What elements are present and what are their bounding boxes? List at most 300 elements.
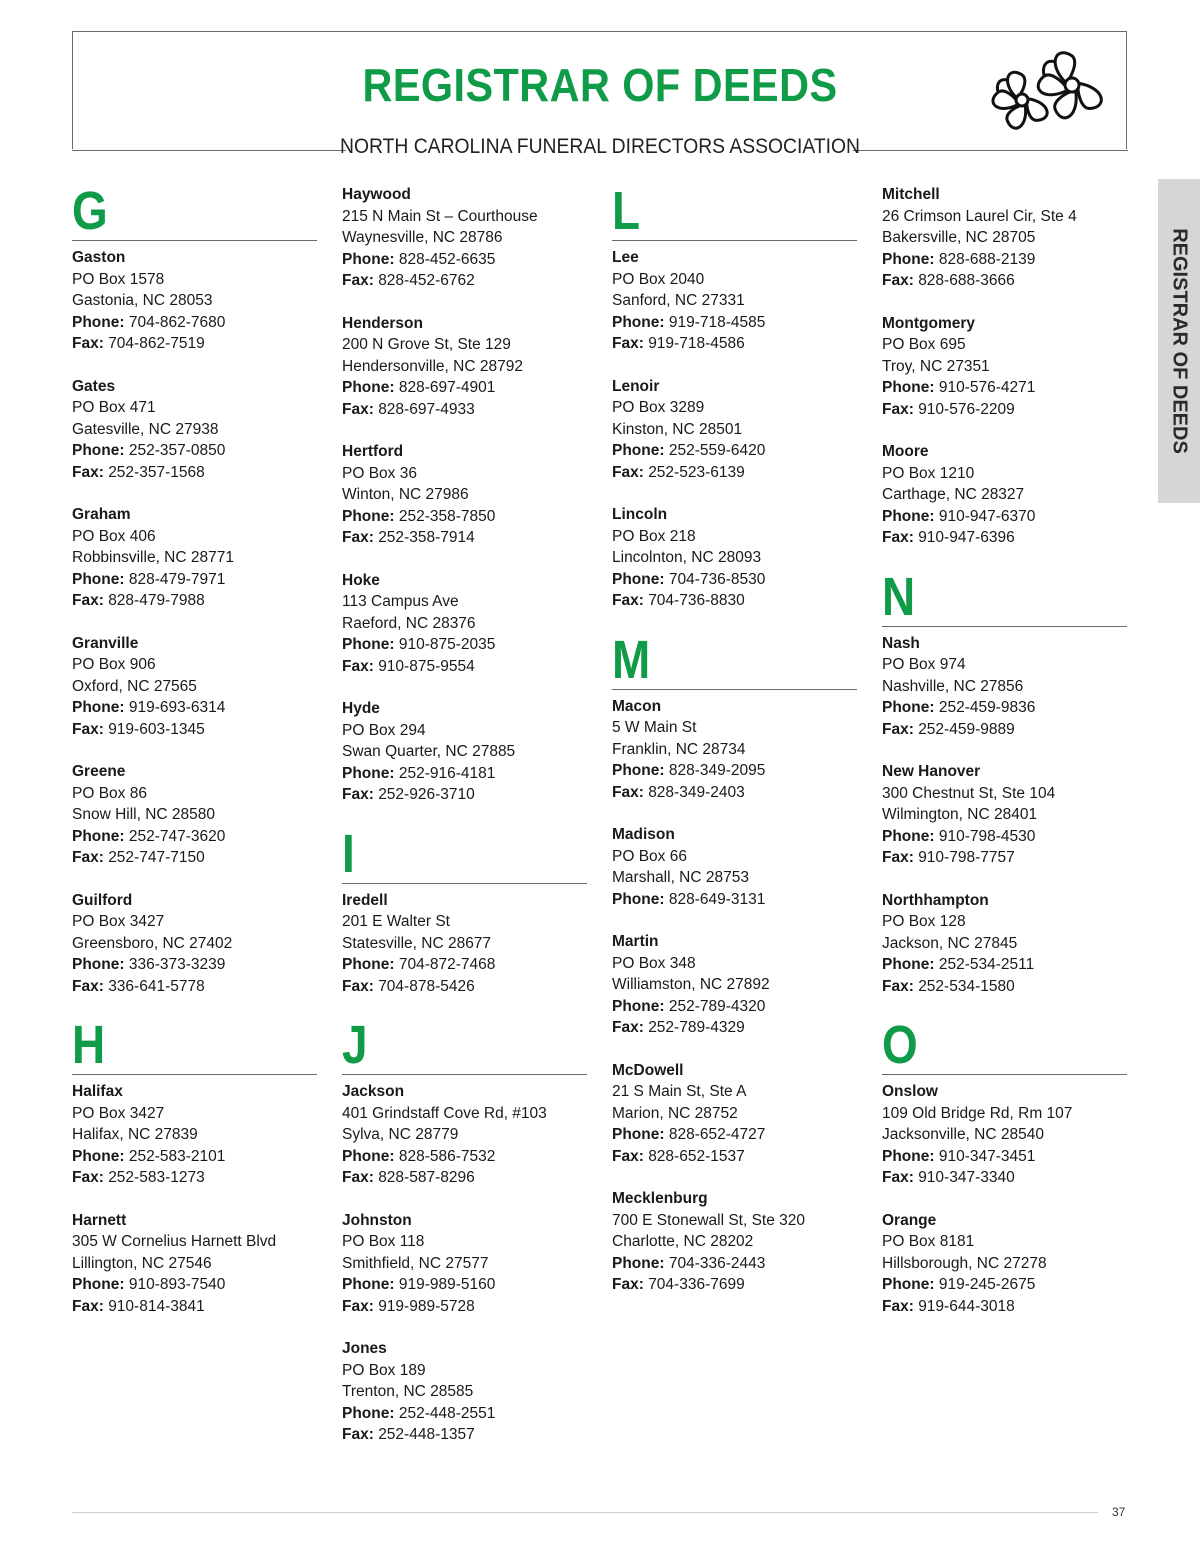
fax-number: 704-878-5426 (378, 977, 475, 995)
fax-number: 252-358-7914 (378, 529, 475, 546)
phone-line (612, 440, 857, 462)
county-entry (72, 890, 317, 998)
phone-label: Phone: (612, 890, 665, 908)
fax-label: Fax: (72, 463, 104, 481)
county-name: Graham (72, 506, 131, 523)
phone-number: 252-357-0850 (128, 442, 226, 459)
fax-number: 919-989-5728 (378, 1297, 475, 1315)
phone-line (882, 506, 1127, 528)
phone-number: 828-349-2095 (668, 762, 766, 779)
county-name: Lincoln (612, 506, 668, 523)
address-line: Raeford, NC 28376 (342, 614, 476, 632)
fax-number: 252-926-3710 (378, 786, 475, 803)
county-name: Henderson (342, 314, 423, 332)
fax-label: Fax: (612, 335, 644, 352)
fax-line (612, 333, 857, 355)
phone-label: Phone: (72, 442, 125, 459)
fax-number: 910-875-9554 (378, 657, 475, 675)
page-subtitle: NORTH CAROLINA FUNERAL DIRECTORS ASSOCIATION (340, 135, 860, 158)
county-entry (882, 633, 1127, 741)
county-entry (882, 441, 1127, 549)
county-entry (342, 1081, 587, 1189)
fax-line (882, 1167, 1127, 1189)
address-line: Halifax, NC 27839 (72, 1126, 198, 1143)
address-line: Waynesville, NC 28786 (342, 229, 503, 246)
phone-number: 910-893-7540 (128, 1276, 226, 1293)
fax-line (342, 399, 587, 421)
fax-line (882, 399, 1127, 421)
section-letter: H (72, 1015, 106, 1075)
fax-label: Fax: (342, 1297, 374, 1315)
address-line: Gastonia, NC 28053 (72, 292, 213, 309)
county-name: New Hanover (882, 763, 981, 780)
address-line: Marion, NC 28752 (612, 1104, 738, 1122)
fax-line (342, 527, 587, 549)
address-line: 201 E Walter St (342, 913, 450, 930)
fax-label: Fax: (612, 592, 644, 609)
county-name: Macon (612, 697, 662, 715)
fax-line (72, 1296, 317, 1318)
fax-line (882, 1296, 1127, 1318)
fax-label: Fax: (612, 1019, 644, 1036)
fax-label: Fax: (72, 977, 104, 995)
county-name: Onslow (882, 1083, 938, 1100)
fax-number: 828-479-7988 (108, 592, 205, 609)
county-entry (342, 1210, 587, 1318)
phone-line (612, 312, 857, 334)
phone-label: Phone: (882, 699, 935, 716)
letter-section (612, 181, 857, 612)
county-name: Martin (612, 933, 659, 950)
county-name: Nash (882, 634, 920, 652)
fax-line (342, 976, 587, 998)
phone-number: 704-872-7468 (398, 956, 496, 973)
fax-label: Fax: (342, 1426, 374, 1443)
fax-number: 828-652-1537 (648, 1147, 745, 1165)
fax-label: Fax: (72, 1297, 104, 1315)
phone-line (72, 826, 317, 848)
address-line: PO Box 906 (72, 656, 156, 673)
fax-line (342, 1424, 587, 1446)
phone-number: 919-245-2675 (938, 1276, 1036, 1293)
address-line: Snow Hill, NC 28580 (72, 806, 216, 823)
county-entry (882, 761, 1127, 869)
fax-line (342, 270, 587, 292)
address-line: 26 Crimson Laurel Cir, Ste 4 (882, 207, 1077, 225)
address-line: 200 N Grove St, Ste 129 (342, 336, 511, 353)
address-line: PO Box 695 (882, 336, 966, 353)
fax-line (882, 527, 1127, 549)
fax-label: Fax: (882, 1297, 914, 1315)
phone-number: 252-448-2551 (398, 1404, 496, 1422)
address-line: Oxford, NC 27565 (72, 677, 197, 695)
address-line: PO Box 974 (882, 656, 966, 673)
county-name: Iredell (342, 891, 388, 909)
fax-label: Fax: (342, 400, 374, 418)
county-entry (612, 696, 857, 804)
county-entry (612, 376, 857, 484)
county-entry (882, 313, 1127, 421)
address-line: PO Box 406 (72, 527, 156, 545)
phone-label: Phone: (342, 956, 395, 973)
fax-number: 704-336-7699 (648, 1276, 745, 1293)
county-entry (342, 698, 587, 806)
phone-number: 910-875-2035 (398, 636, 496, 653)
address-line: PO Box 3289 (612, 399, 705, 416)
footer-rule (72, 1512, 1098, 1513)
address-line: 305 W Cornelius Harnett Blvd (72, 1233, 277, 1250)
county-name: Greene (72, 763, 126, 780)
phone-number: 252-916-4181 (398, 764, 496, 782)
fax-line (342, 656, 587, 678)
address-line: PO Box 36 (342, 464, 417, 482)
county-entry (72, 633, 317, 741)
county-name: Guilford (72, 891, 133, 909)
fax-line (342, 1167, 587, 1189)
fax-number: 252-789-4329 (648, 1019, 745, 1036)
county-entry (72, 1210, 317, 1318)
phone-line (612, 569, 857, 591)
address-line: Swan Quarter, NC 27885 (342, 743, 516, 760)
county-entry (342, 441, 587, 549)
fax-number: 252-523-6139 (648, 463, 745, 481)
phone-number: 252-747-3620 (128, 827, 226, 845)
fax-label: Fax: (72, 849, 104, 866)
phone-line (72, 697, 317, 719)
phone-line (72, 569, 317, 591)
county-name: Jones (342, 1340, 387, 1357)
address-line: PO Box 128 (882, 913, 966, 930)
fax-line (612, 462, 857, 484)
fax-number: 252-357-1568 (108, 463, 205, 481)
county-name: Northhampton (882, 891, 989, 909)
phone-label: Phone: (612, 762, 665, 779)
address-line: 700 E Stonewall St, Ste 320 (612, 1211, 806, 1229)
phone-number: 704-736-8530 (668, 570, 766, 588)
phone-line (342, 763, 587, 785)
phone-line (342, 377, 587, 399)
fax-line (342, 784, 587, 806)
section-rule (342, 1074, 587, 1075)
county-name: Granville (72, 634, 139, 652)
address-line: Troy, NC 27351 (882, 357, 990, 375)
county-name: Hyde (342, 700, 380, 717)
phone-line (342, 954, 587, 976)
county-name: Hertford (342, 443, 404, 460)
address-line: PO Box 3427 (72, 1104, 165, 1122)
county-entry (342, 890, 587, 998)
phone-line (72, 440, 317, 462)
fax-line (342, 1296, 587, 1318)
phone-line (882, 249, 1127, 271)
phone-label: Phone: (72, 699, 125, 716)
fax-line (72, 847, 317, 869)
letter-section (882, 566, 1127, 998)
address-line: Statesville, NC 28677 (342, 934, 492, 952)
address-line: 215 N Main St – Courthouse (342, 207, 538, 225)
county-entry (612, 1188, 857, 1296)
county-entry (882, 184, 1127, 292)
side-tab (1158, 179, 1200, 503)
address-line: Williamston, NC 27892 (612, 976, 770, 993)
letter-section (342, 184, 587, 806)
address-line: Bakersville, NC 28705 (882, 229, 1036, 246)
phone-line (72, 954, 317, 976)
phone-label: Phone: (342, 507, 395, 525)
section-rule (72, 240, 317, 241)
phone-label: Phone: (612, 1254, 665, 1272)
phone-label: Phone: (342, 379, 395, 396)
address-line: Hillsborough, NC 27278 (882, 1254, 1047, 1272)
directory-column (72, 181, 317, 1338)
address-line: 113 Campus Ave (342, 593, 459, 610)
county-name: Mitchell (882, 186, 940, 203)
county-entry (882, 1210, 1127, 1318)
phone-line (342, 1274, 587, 1296)
county-entry (72, 247, 317, 355)
phone-line (72, 1146, 317, 1168)
fax-line (612, 590, 857, 612)
fax-number: 910-814-3841 (108, 1297, 205, 1315)
address-line: Smithfield, NC 27577 (342, 1254, 489, 1272)
phone-line (882, 826, 1127, 848)
fax-line (72, 333, 317, 355)
fax-line (72, 590, 317, 612)
county-entry (882, 890, 1127, 998)
address-line: Greensboro, NC 27402 (72, 934, 233, 952)
fax-number: 704-736-8830 (648, 592, 745, 609)
phone-number: 828-586-7532 (398, 1147, 496, 1165)
address-line: Trenton, NC 28585 (342, 1383, 474, 1400)
phone-number: 828-452-6635 (398, 250, 496, 268)
fax-line (72, 1167, 317, 1189)
address-line: 300 Chestnut St, Ste 104 (882, 784, 1056, 802)
phone-number: 910-798-4530 (938, 827, 1036, 845)
fax-number: 910-347-3340 (918, 1169, 1015, 1186)
page-title: REGISTRAR OF DEEDS (362, 59, 838, 111)
phone-line (342, 634, 587, 656)
phone-number: 252-583-2101 (128, 1147, 226, 1165)
address-line: PO Box 8181 (882, 1233, 975, 1250)
address-line: Sanford, NC 27331 (612, 292, 745, 309)
address-line: Lincolnton, NC 28093 (612, 549, 762, 566)
address-line: PO Box 471 (72, 399, 156, 416)
fax-label: Fax: (882, 1169, 914, 1186)
address-line: Wilmington, NC 28401 (882, 806, 1038, 823)
county-entry (72, 376, 317, 484)
fax-number: 919-603-1345 (108, 720, 205, 738)
phone-label: Phone: (342, 764, 395, 782)
phone-label: Phone: (882, 1276, 935, 1293)
address-line: PO Box 86 (72, 784, 147, 802)
phone-label: Phone: (612, 570, 665, 588)
phone-number: 252-789-4320 (668, 997, 766, 1015)
county-name: Haywood (342, 186, 411, 203)
phone-number: 910-576-4271 (938, 379, 1036, 396)
phone-line (882, 1274, 1127, 1296)
phone-number: 910-947-6370 (938, 507, 1036, 525)
fax-number: 704-862-7519 (108, 335, 205, 352)
county-name: Mecklenburg (612, 1190, 708, 1207)
county-entry (342, 313, 587, 421)
address-line: Franklin, NC 28734 (612, 740, 746, 758)
fax-number: 252-448-1357 (378, 1426, 475, 1443)
address-line: PO Box 3427 (72, 913, 165, 930)
fax-line (72, 462, 317, 484)
fax-label: Fax: (882, 529, 914, 546)
address-line: 109 Old Bridge Rd, Rm 107 (882, 1104, 1073, 1122)
phone-number: 828-688-2139 (938, 250, 1036, 268)
county-name: Jackson (342, 1083, 405, 1100)
section-rule (72, 1074, 317, 1075)
fax-label: Fax: (72, 1169, 104, 1186)
fax-label: Fax: (882, 720, 914, 738)
address-line: PO Box 66 (612, 847, 687, 865)
fax-line (612, 1146, 857, 1168)
address-line: PO Box 2040 (612, 270, 705, 288)
county-name: Halifax (72, 1083, 123, 1100)
fax-label: Fax: (612, 463, 644, 481)
phone-number: 919-693-6314 (128, 699, 226, 716)
fax-line (882, 719, 1127, 741)
fax-label: Fax: (72, 592, 104, 609)
phone-line (342, 1403, 587, 1425)
address-line: PO Box 218 (612, 527, 696, 545)
address-line: PO Box 189 (342, 1361, 426, 1379)
dogwood-flower-icon (982, 40, 1117, 140)
phone-line (882, 377, 1127, 399)
fax-line (612, 1017, 857, 1039)
fax-number: 910-798-7757 (918, 849, 1015, 866)
fax-label: Fax: (342, 657, 374, 675)
phone-label: Phone: (342, 1404, 395, 1422)
section-letter: J (342, 1015, 368, 1075)
fax-label: Fax: (882, 977, 914, 995)
fax-label: Fax: (342, 272, 374, 289)
fax-number: 828-349-2403 (648, 783, 745, 801)
section-letter: O (882, 1015, 918, 1075)
fax-line (882, 847, 1127, 869)
phone-number: 919-718-4585 (668, 313, 766, 331)
phone-label: Phone: (342, 250, 395, 268)
directory-column (882, 184, 1127, 1338)
section-rule (882, 626, 1127, 627)
phone-number: 336-373-3239 (128, 956, 226, 973)
county-entry (612, 824, 857, 910)
phone-line (612, 996, 857, 1018)
phone-line (612, 889, 857, 911)
phone-line (612, 760, 857, 782)
address-line: Kinston, NC 28501 (612, 420, 743, 438)
address-line: Lillington, NC 27546 (72, 1254, 212, 1272)
phone-number: 704-862-7680 (128, 313, 226, 331)
county-entry (342, 184, 587, 292)
phone-label: Phone: (612, 313, 665, 331)
address-line: Sylva, NC 28779 (342, 1126, 459, 1143)
county-name: Johnston (342, 1211, 412, 1229)
letter-section (342, 823, 587, 998)
phone-label: Phone: (72, 827, 125, 845)
address-line: Carthage, NC 28327 (882, 486, 1025, 503)
address-line: Jacksonville, NC 28540 (882, 1126, 1044, 1143)
county-entry (342, 570, 587, 678)
fax-number: 252-747-7150 (108, 849, 205, 866)
section-rule (342, 883, 587, 884)
letter-section (612, 629, 857, 1296)
county-entry (72, 761, 317, 869)
fax-number: 336-641-5778 (108, 977, 205, 995)
county-name: Hoke (342, 571, 380, 589)
address-line: Gatesville, NC 27938 (72, 420, 219, 438)
phone-number: 910-347-3451 (938, 1147, 1036, 1165)
letter-section (882, 184, 1127, 549)
phone-line (342, 249, 587, 271)
county-name: Lenoir (612, 377, 660, 395)
phone-number: 252-358-7850 (398, 507, 496, 525)
phone-label: Phone: (72, 1147, 125, 1165)
county-name: McDowell (612, 1061, 684, 1079)
phone-label: Phone: (612, 442, 665, 459)
fax-line (612, 782, 857, 804)
fax-label: Fax: (612, 1276, 644, 1293)
fax-label: Fax: (72, 720, 104, 738)
county-entry (612, 247, 857, 355)
fax-number: 828-452-6762 (378, 272, 475, 289)
county-entry (612, 931, 857, 1039)
address-line: Marshall, NC 28753 (612, 869, 749, 886)
phone-label: Phone: (612, 1126, 665, 1143)
county-entry (612, 1060, 857, 1168)
fax-label: Fax: (342, 1169, 374, 1186)
county-name: Montgomery (882, 314, 975, 332)
section-letter: I (342, 823, 355, 884)
directory-column (612, 181, 857, 1317)
fax-label: Fax: (342, 786, 374, 803)
section-rule (612, 240, 857, 241)
fax-line (882, 270, 1127, 292)
address-line: 401 Grindstaff Cove Rd, #103 (342, 1104, 547, 1122)
address-line: Winton, NC 27986 (342, 486, 469, 503)
phone-label: Phone: (342, 1147, 395, 1165)
fax-number: 910-576-2209 (918, 400, 1015, 418)
phone-number: 828-697-4901 (398, 379, 496, 396)
phone-label: Phone: (882, 956, 935, 973)
fax-number: 910-947-6396 (918, 529, 1015, 546)
phone-label: Phone: (882, 250, 935, 268)
phone-number: 252-459-9836 (938, 699, 1036, 716)
phone-number: 828-649-3131 (668, 890, 766, 908)
county-name: Gaston (72, 249, 126, 266)
section-letter: N (882, 566, 916, 627)
fax-line (72, 719, 317, 741)
letter-section (342, 1015, 587, 1446)
county-entry (612, 504, 857, 612)
address-line: Nashville, NC 27856 (882, 677, 1024, 695)
address-line: PO Box 1578 (72, 270, 165, 288)
letter-section (72, 181, 317, 997)
phone-label: Phone: (882, 379, 935, 396)
phone-label: Phone: (72, 570, 125, 588)
phone-line (882, 954, 1127, 976)
phone-line (72, 1274, 317, 1296)
phone-line (342, 506, 587, 528)
phone-label: Phone: (72, 313, 125, 331)
fax-line (612, 1274, 857, 1296)
fax-number: 252-534-1580 (918, 977, 1015, 995)
section-letter: M (612, 629, 651, 690)
address-line: Jackson, NC 27845 (882, 934, 1018, 952)
phone-label: Phone: (72, 956, 125, 973)
